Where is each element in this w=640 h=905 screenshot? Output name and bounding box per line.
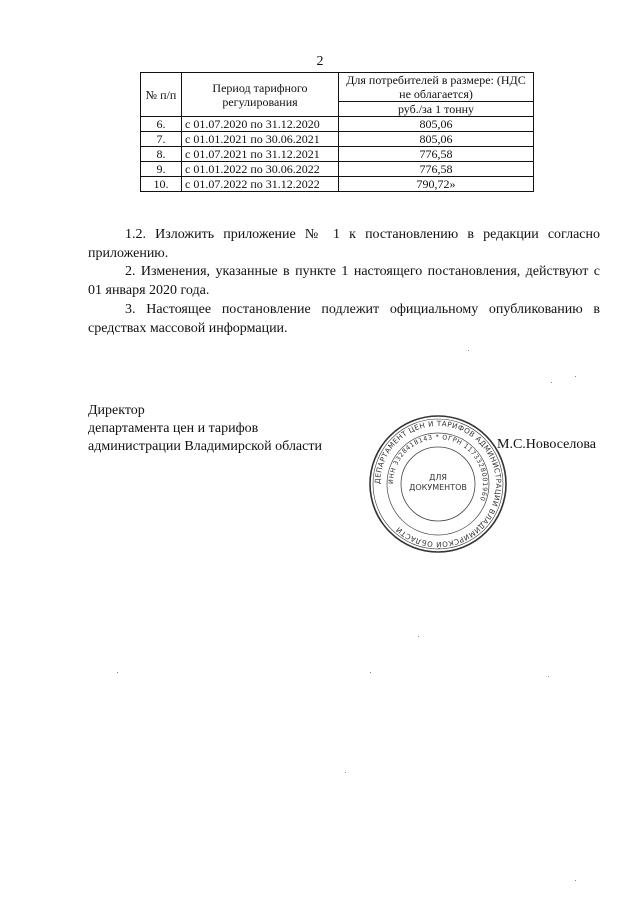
table-row (141, 117, 534, 132)
seal-outer-text: ДЕПАРТАМЕНТ ЦЕН И ТАРИФОВ АДМИНИСТРАЦИИ ВЛАДИМИРСКОЙ ОБЛАСТИ (372, 418, 504, 550)
row-period: с 01.07.2021 по 31.12.2021 (182, 147, 339, 162)
paragraph-2: 2. Изменения, указанные в пункте 1 настоящего постановления, действуют с 01 января 2020 года. (88, 264, 600, 298)
row-num: 7. (141, 132, 182, 147)
header-unit: руб./за 1 тонну (339, 102, 534, 117)
row-period: с 01.01.2022 по 30.06.2022 (182, 162, 339, 177)
signatory-name: М.С.Новоселова (497, 437, 596, 452)
tariff-table (140, 72, 534, 192)
page-number: 2 (316, 54, 324, 69)
signatory-position: Директор (88, 403, 145, 418)
row-period: с 01.07.2022 по 31.12.2022 (182, 177, 339, 192)
table-row (141, 177, 534, 192)
table-row (141, 162, 534, 177)
row-period: с 01.07.2020 по 31.12.2020 (182, 117, 339, 132)
signatory-title (88, 402, 322, 456)
row-period: с 01.01.2021 по 30.06.2021 (182, 132, 339, 147)
header-period: Период тарифного регулирования (182, 73, 339, 117)
signatory-department: департамента цен и тарифов (88, 421, 259, 436)
row-price: 776,58 (339, 162, 534, 177)
row-num: 8. (141, 147, 182, 162)
table-row (141, 132, 534, 147)
signatory-administration: администрации Владимирской области (88, 439, 322, 454)
row-num: 6. (141, 117, 182, 132)
header-consumers: Для потребителей в размере: (НДС не облагается) (339, 73, 534, 102)
seal-center-line1: ДЛЯ (429, 473, 447, 482)
paragraph-1-2: 1.2. Изложить приложение № 1 к постановлению в редакции согласно приложению. (88, 227, 600, 261)
header-num: № п/п (141, 73, 182, 117)
row-price: 790,72» (339, 177, 534, 192)
table-row (141, 147, 534, 162)
paragraph-3: 3. Настоящее постановление подлежит официальному опубликованию в средствах массовой информации. (88, 302, 600, 336)
row-num: 9. (141, 162, 182, 177)
seal-center-line2: ДОКУМЕНТОВ (409, 483, 467, 492)
seal-inner-text: ИНН 3328418143 * ОГРН 1173328001960 (386, 432, 490, 503)
official-seal (366, 412, 510, 556)
row-price: 805,06 (339, 132, 534, 147)
row-price: 776,58 (339, 147, 534, 162)
row-price: 805,06 (339, 117, 534, 132)
row-num: 10. (141, 177, 182, 192)
